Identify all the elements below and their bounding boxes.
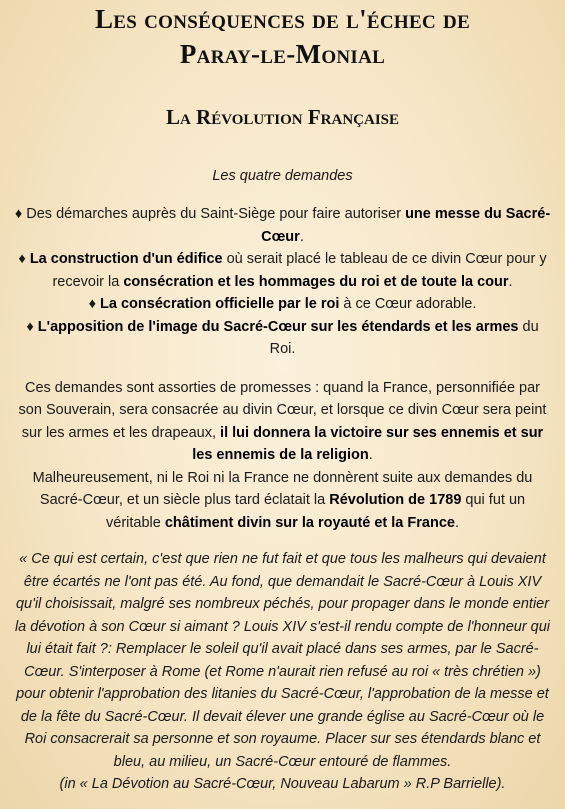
quote-citation: (in « La Dévotion au Sacré-Cœur, Nouveau Labarum » R.P Barrielle).: [59, 776, 506, 792]
demands-list: [14, 203, 551, 361]
title-line-1: Les conséquences de l'échec de: [94, 4, 471, 34]
promises-paragraph: Ces demandes sont assorties de promesses : quand la France, personnifiée par son Souverain, sera consacrée au divin Cœur, et lorsque ce divin Cœur sera peint sur les armes et les drapeaux, il lui donnera la victoire sur ses ennemis et sur les ennemis de la religion.: [18, 379, 547, 463]
demand-2: ♦ La construction d'un édifice où serait placé le tableau de ce divin Cœur pour y recevoir la consécration et les hommages du roi et de toute la cour.: [18, 251, 547, 290]
page-title: [14, 2, 551, 72]
emphasis: châtiment divin sur la royauté et la France: [164, 514, 455, 531]
promises-section: [14, 377, 551, 535]
page-subtitle: La Révolution Française: [165, 105, 400, 129]
quote-paragraph: [14, 548, 551, 796]
page: [0, 2, 565, 809]
emphasis: La consécration officielle par le roi: [100, 296, 340, 312]
title-line-2: Paray-le-Monial: [179, 39, 386, 69]
emphasis: il lui donnera la victoire sur ses ennemis et sur les ennemis de la religion: [192, 424, 544, 463]
emphasis: une messe du Sacré-Cœur: [261, 206, 551, 245]
section-title: Les quatre demandes: [212, 168, 353, 184]
quote-text: « Ce qui est certain, c'est que rien ne fut fait et que tous les malheurs qui devaient être écartés ne l'ont pas été. Au fond, que demandait le Sacré-Cœur à Louis XIV qu'il choisissait, malgré ses nombreux péchés, pour propager dans le monde entier la dévotion à son Cœur si aimant ? Louis XIV s'est-il rendu compte de l'honneur qui lui était fait ?: Remplacer le soleil qu'il avait placé dans ses armes, par le Sacré-Cœur. S'interposer à Rome (et Rome n'aurait rien refusé au roi « très chrétien ») pour obtenir l'approbation des litanies du Sacré-Cœur, l'approbation de la messe et de la fête du Sacré-Cœur. Il devait élever une grande église au Sacré-Cœur où le Roi consacrerait sa personne et son royaume. Placer sur ses étendards blanc et bleu, au milieu, un Sacré-Cœur entouré de flammes.: [14, 551, 551, 770]
emphasis: consécration et les hommages du roi et de toute la cour: [123, 273, 509, 290]
emphasis: La construction d'un édifice: [29, 251, 223, 267]
demand-4: ♦ L'apposition de l'image du Sacré-Cœur sur les étendards et les armes du Roi.: [26, 318, 539, 357]
emphasis: L'apposition de l'image du Sacré-Cœur sur les étendards et les armes: [37, 318, 519, 335]
demand-3: ♦ La consécration officielle par le roi à ce Cœur adorable.: [88, 296, 477, 312]
demand-1: ♦ Des démarches auprès du Saint-Siège pour faire autoriser une messe du Sacré-Cœur.: [14, 206, 551, 245]
emphasis: Révolution de 1789: [329, 492, 462, 508]
revolution-paragraph: Malheureusement, ni le Roi ni la France ne donnèrent suite aux demandes du Sacré-Cœur, et un siècle plus tard éclatait la Révolution de 1789 qui fut un véritable châtiment divin sur la royauté et la France.: [32, 469, 533, 531]
